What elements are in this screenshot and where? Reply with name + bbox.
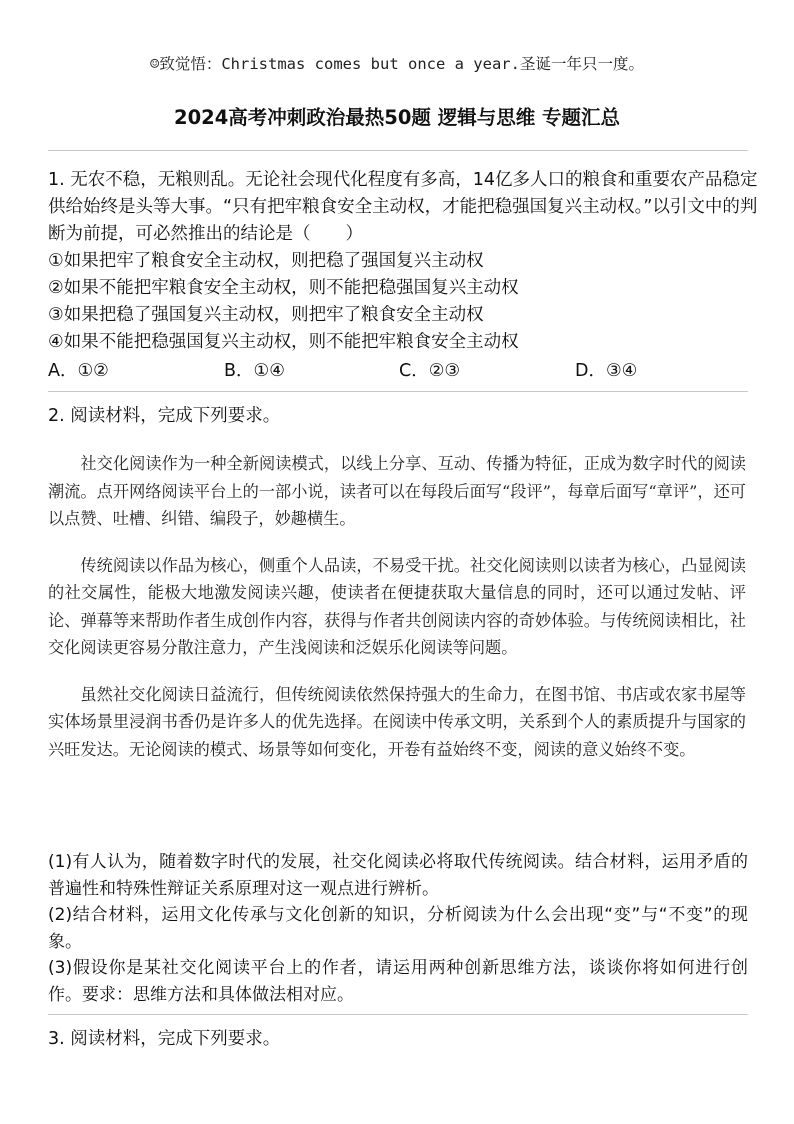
subquestion-3: (3)假设你是某社交化阅读平台上的作者，请运用两种创新思维方法，谈谈你将如何进行创作。要求：思维方法和具体做法相对应。 bbox=[48, 958, 748, 1005]
option-b[interactable]: B．①④ bbox=[224, 361, 285, 381]
question-2-heading: 2. 阅读材料，完成下列要求。 bbox=[48, 406, 281, 426]
statement-3: ③如果把稳了强国复兴主动权，则把牢了粮食安全主动权 bbox=[48, 305, 484, 325]
divider bbox=[48, 391, 748, 392]
material-paragraph: 传统阅读以作品为核心，侧重个人品读，不易受干扰。社交化阅读则以读者为核心，凸显阅读的社交属性，能极大地激发阅读兴趣，使读者在便捷获取大量信息的同时，还可以通过发帖、评论、弹幕等来帮助作者生成创作内容，获得与作者共创阅读内容的奇妙体验。与传统阅读相比，社交化阅读更容易分散注意力，产生浅阅读和泛娱乐化阅读等问题。 bbox=[48, 555, 746, 657]
page-title: 2024高考冲刺政治最热50题 逻辑与思维 专题汇总 bbox=[174, 106, 620, 129]
subquestion-1: (1)有人认为，随着数字时代的发展，社交化阅读必将取代传统阅读。结合材料，运用矛盾的普遍性和特殊性辩证关系原理对这一观点进行辨析。 bbox=[48, 852, 748, 899]
option-d[interactable]: D．③④ bbox=[575, 361, 638, 381]
divider bbox=[48, 150, 748, 151]
question-3-heading: 3. 阅读材料，完成下列要求。 bbox=[48, 1029, 281, 1049]
subquestion-2: (2)结合材料，运用文化传承与文化创新的知识，分析阅读为什么会出现“变”与“不变”的现象。 bbox=[48, 905, 748, 952]
question-2-subquestions bbox=[48, 849, 748, 1008]
motto-line: ☺致觉悟：Christmas comes but once a year.圣诞一年只一度。 bbox=[150, 55, 644, 73]
option-a[interactable]: A．①② bbox=[48, 361, 109, 381]
answer-options bbox=[48, 356, 758, 386]
reading-material bbox=[48, 450, 746, 782]
question-1-stem: 1. 无农不稳，无粮则乱。无论社会现代化程度有多高，14亿多人口的粮食和重要农产品稳定供给始终是头等大事。“只有把牢粮食安全主动权，才能把稳强国复兴主动权。”以引文中的判断为前提，可必然推出的结论是（ ） bbox=[48, 170, 758, 244]
divider bbox=[48, 1014, 748, 1015]
statement-4: ④如果不能把稳强国复兴主动权，则不能把牢粮食安全主动权 bbox=[48, 332, 519, 352]
question-1 bbox=[48, 167, 758, 386]
statement-2: ②如果不能把牢粮食安全主动权，则不能把稳强国复兴主动权 bbox=[48, 278, 519, 298]
statement-1: ①如果把牢了粮食安全主动权，则把稳了强国复兴主动权 bbox=[48, 251, 484, 271]
material-paragraph: 虽然社交化阅读日益流行，但传统阅读依然保持强大的生命力，在图书馆、书店或农家书屋等实体场景里浸润书香仍是许多人的优先选择。在阅读中传承文明，关系到个人的素质提升与国家的兴旺发达。无论阅读的模式、场景等如何变化，开卷有益始终不变，阅读的意义始终不变。 bbox=[48, 684, 746, 759]
option-c[interactable]: C．②③ bbox=[399, 361, 461, 381]
material-paragraph: 社交化阅读作为一种全新阅读模式，以线上分享、互动、传播为特征，正成为数字时代的阅读潮流。点开网络阅读平台上的一部小说，读者可以在每段后面写“段评”，每章后面写“章评”，还可以点赞、吐槽、纠错、编段子，妙趣横生。 bbox=[48, 454, 746, 528]
